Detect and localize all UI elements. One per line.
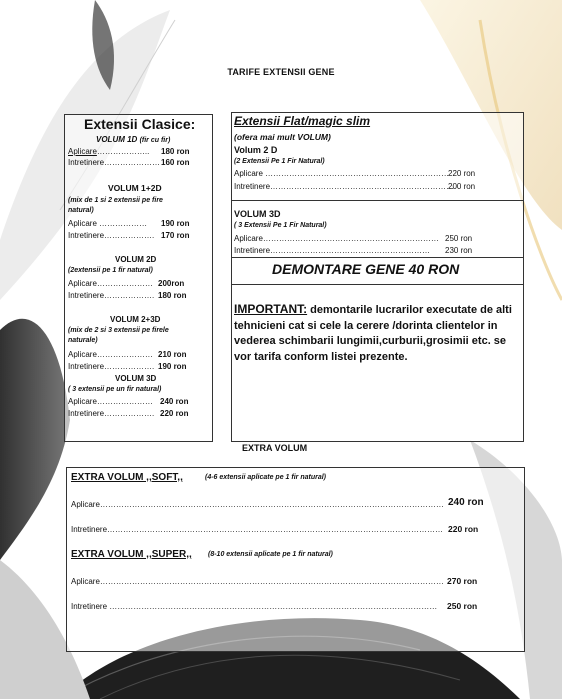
- extra-super-note: (8-10 extensii aplicate pe 1 fir natural): [208, 551, 333, 558]
- extra-soft-intr-label: Intretinere………………………………………………………………………………………………………………: [71, 525, 444, 534]
- extra-volum-heading: EXTRA VOLUM: [242, 443, 308, 453]
- volum-2d-intr-label: Intretinere……………….: [68, 291, 155, 300]
- volum-3d-apl-price: 240 ron: [160, 397, 189, 406]
- volum-2d-apl-label: Aplicare…………………: [68, 279, 153, 288]
- flat-v3-apl-price: 250 ron: [445, 234, 473, 243]
- important-notice: IMPORTANT: demontarile lucrarilor executate de alti tehnicieni cat si cele la cerere /dorinta clientelor in vederea schimbarii lungimii,curburii,grosimii etc. se vor tarifa conform listei prezente.: [234, 302, 512, 363]
- flat-v2-apl-price: 220 ron: [448, 169, 476, 178]
- volum-2d-title: VOLUM 2D: [115, 255, 157, 264]
- extra-super-intr-label: Intretinere ……………………………………………………………………………………………………………: [71, 602, 438, 611]
- flat-v2-intr-label: Intretinere……………………………………………………………: [234, 182, 455, 191]
- volum-1-2d-intr-label: Intretinere……………….: [68, 231, 155, 240]
- flat-heading: Extensii Flat/magic slim: [234, 114, 371, 128]
- divider: [231, 200, 523, 201]
- flat-volum-2d-note: (2 Extensii Pe 1 Fir Natural): [234, 158, 325, 165]
- flat-v3-intr-price: 230 ron: [445, 246, 473, 255]
- volum-2-3d-apl-price: 210 ron: [158, 350, 187, 359]
- volum-1d-intr-label: Intretinere…………………: [68, 158, 161, 167]
- volum-2-3d-intr-price: 190 ron: [158, 362, 187, 371]
- removal-price-banner: DEMONTARE GENE 40 RON: [272, 261, 460, 277]
- extra-soft-apl-label: Aplicare…………………………………………………………………………………………………………………: [71, 500, 444, 509]
- extra-soft-title: EXTRA VOLUM ,,SOFT,,: [71, 472, 183, 483]
- extra-super-apl-label: Aplicare…………………………………………………………………………………………………………………: [71, 577, 444, 586]
- flat-volum-3d-note: ( 3 Extensii Pe 1 Fir Natural): [234, 222, 327, 229]
- extra-soft-apl-price: 240 ron: [448, 497, 484, 508]
- flat-volum-2d-title: Volum 2 D: [234, 145, 278, 155]
- volum-2-3d-note2: naturale): [68, 337, 98, 344]
- flat-v2-intr-price: 200 ron: [448, 182, 476, 191]
- volum-2d-note: (2extensii pe 1 fir natural): [68, 267, 153, 274]
- extra-super-apl-price: 270 ron: [447, 576, 478, 586]
- volum-1d-intr-price: 160 ron: [161, 158, 190, 167]
- volum-1d-title: VOLUM 1D (fir cu fir): [96, 135, 171, 144]
- volum-3d-apl-label: Aplicare…………………: [68, 397, 153, 406]
- volum-1-2d-note2: natural): [68, 207, 94, 214]
- volum-2-3d-note1: (mix de 2 si 3 extensii pe firele: [68, 327, 169, 334]
- volum-2-3d-apl-label: Aplicare…………………: [68, 350, 153, 359]
- volum-1-2d-title: VOLUM 1+2D: [108, 183, 162, 193]
- divider: [231, 284, 523, 285]
- volum-1-2d-intr-price: 170 ron: [161, 231, 190, 240]
- volum-1-2d-note1: (mix de 1 si 2 extensii pe fire: [68, 197, 163, 204]
- extra-super-title: EXTRA VOLUM ,,SUPER,,: [71, 549, 192, 560]
- page-title: TARIFE EXTENSII GENE: [227, 67, 335, 77]
- flat-v2-apl-label: Aplicare ……………………………………………………………: [234, 169, 450, 178]
- volum-3d-intr-price: 220 ron: [160, 409, 189, 418]
- flat-v3-apl-label: Aplicare…………………………………………………………: [234, 234, 439, 243]
- extra-soft-intr-price: 220 ron: [448, 524, 479, 534]
- volum-1d-apl-label: Aplicare………………..: [68, 147, 150, 156]
- volum-2-3d-intr-label: Intretinere……………….: [68, 362, 155, 371]
- flat-volum-3d-title: VOLUM 3D: [234, 209, 281, 219]
- flat-v3-intr-label: Intretinere……………………………………………………: [234, 246, 431, 255]
- volum-1-2d-apl-price: 190 ron: [161, 219, 190, 228]
- extra-super-intr-price: 250 ron: [447, 601, 478, 611]
- volum-3d-note: ( 3 extensii pe un fir natural): [68, 386, 162, 393]
- extra-soft-note: (4-6 extensii aplicate pe 1 fir natural): [205, 474, 326, 481]
- volum-3d-title: VOLUM 3D: [115, 374, 157, 383]
- volum-1-2d-apl-label: Aplicare ………………: [68, 219, 148, 228]
- divider: [231, 257, 523, 258]
- volum-2-3d-title: VOLUM 2+3D: [110, 315, 161, 324]
- volum-2d-intr-price: 180 ron: [158, 291, 187, 300]
- volum-1d-apl-price: 180 ron: [161, 147, 190, 156]
- classic-heading: Extensii Clasice:: [84, 116, 196, 132]
- volum-3d-intr-label: Intretinere……………….: [68, 409, 155, 418]
- volum-2d-apl-price: 200ron: [158, 279, 185, 288]
- flat-subheading: (ofera mai mult VOLUM): [234, 132, 331, 142]
